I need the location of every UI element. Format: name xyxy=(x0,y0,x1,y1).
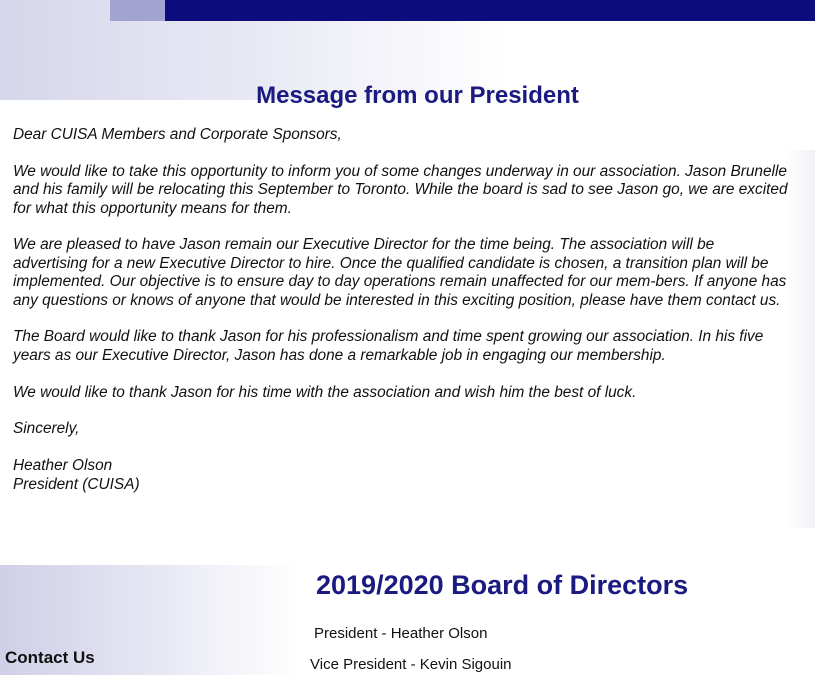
letter-paragraph: The Board would like to thank Jason for his professionalism and time spent growing our association. In his five years as our Executive Director, Jason has done a remarkable job in engaging our membership. xyxy=(13,328,764,364)
header-bar-accent xyxy=(110,0,165,21)
right-edge-shading xyxy=(785,150,815,528)
president-letter xyxy=(13,126,788,494)
letter-closing: Sincerely, xyxy=(13,420,80,438)
signer-title: President (CUISA) xyxy=(13,475,140,493)
header-bar xyxy=(165,0,815,21)
letter-paragraph: We are pleased to have Jason remain our Executive Director for the time being. The association will be advertising for a new Executive Director to hire. Once the qualified candidate is chosen, a transition plan will be implemented. Our objective is to ensure day to day operations remain unaffected for our mem-bers. If anyone has any questions or knows of anyone that would be interested in this exciting position, please have them contact us. xyxy=(13,236,787,309)
message-title: Message from our President xyxy=(256,82,579,109)
letter-paragraph: We would like to thank Jason for his time with the association and wish him the best of luck. xyxy=(13,383,637,401)
contact-us-heading: Contact Us xyxy=(5,648,95,667)
board-member-president: President - Heather Olson xyxy=(314,625,488,642)
board-member-vice-president: Vice President - Kevin Sigouin xyxy=(310,656,512,673)
letter-paragraph: We would like to take this opportunity to inform you of some changes underway in our association. Jason Brunelle and his family will be relocating this September to Toronto. While the board is sad to see Jason go, we are excited for what this opportunity means for them. xyxy=(13,162,788,217)
signer-name: Heather Olson xyxy=(13,457,113,475)
board-title: 2019/2020 Board of Directors xyxy=(316,570,689,600)
letter-salutation: Dear CUISA Members and Corporate Sponsors, xyxy=(13,126,342,143)
